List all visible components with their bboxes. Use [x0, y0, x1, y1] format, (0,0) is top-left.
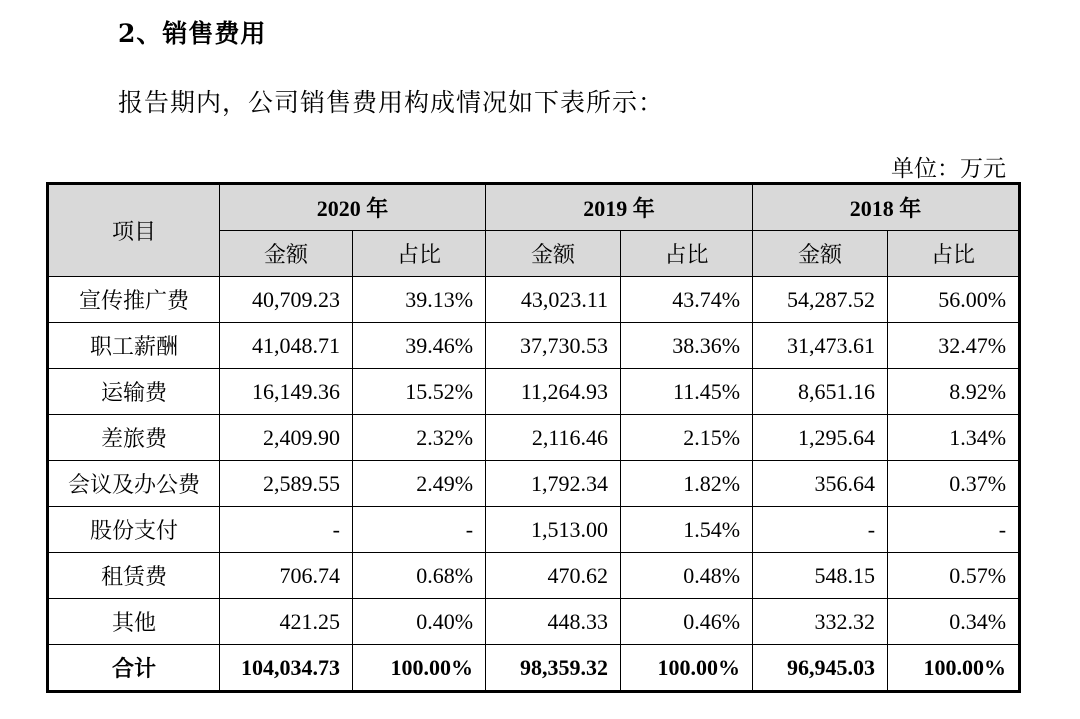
- amount-cell: 37,730.53: [486, 323, 621, 369]
- ratio-header: 占比: [353, 231, 486, 277]
- ratio-cell: 2.32%: [353, 415, 486, 461]
- amount-cell: 16,149.36: [220, 369, 353, 415]
- table-row: [48, 461, 1020, 507]
- amount-cell: 706.74: [220, 553, 353, 599]
- ratio-cell: 11.45%: [621, 369, 753, 415]
- ratio-cell: 0.68%: [353, 553, 486, 599]
- ratio-cell: 32.47%: [888, 323, 1020, 369]
- ratio-cell: 2.49%: [353, 461, 486, 507]
- table-row: [48, 599, 1020, 645]
- ratio-cell: 39.13%: [353, 277, 486, 323]
- amount-cell: 96,945.03: [753, 645, 888, 692]
- ratio-cell: 15.52%: [353, 369, 486, 415]
- amount-cell: 448.33: [486, 599, 621, 645]
- ratio-cell: 43.74%: [621, 277, 753, 323]
- ratio-cell: -: [353, 507, 486, 553]
- row-label: 股份支付: [48, 507, 220, 553]
- table-row: [48, 415, 1020, 461]
- total-row: [48, 645, 1020, 692]
- unit-label: 单位：万元: [891, 156, 1006, 182]
- table-row: [48, 369, 1020, 415]
- ratio-cell: 1.82%: [621, 461, 753, 507]
- row-label: 合计: [48, 645, 220, 692]
- ratio-header: 占比: [888, 231, 1020, 277]
- row-label: 会议及办公费: [48, 461, 220, 507]
- ratio-cell: 2.15%: [621, 415, 753, 461]
- amount-cell: 8,651.16: [753, 369, 888, 415]
- amount-header: 金额: [486, 231, 621, 277]
- amount-cell: 104,034.73: [220, 645, 353, 692]
- amount-cell: 41,048.71: [220, 323, 353, 369]
- ratio-cell: 8.92%: [888, 369, 1020, 415]
- amount-cell: 2,589.55: [220, 461, 353, 507]
- ratio-cell: 0.40%: [353, 599, 486, 645]
- ratio-cell: 38.36%: [621, 323, 753, 369]
- amount-cell: 2,409.90: [220, 415, 353, 461]
- amount-cell: 43,023.11: [486, 277, 621, 323]
- ratio-cell: 100.00%: [888, 645, 1020, 692]
- table-row: [48, 277, 1020, 323]
- amount-cell: 470.62: [486, 553, 621, 599]
- ratio-cell: 56.00%: [888, 277, 1020, 323]
- amount-cell: -: [220, 507, 353, 553]
- row-label: 运输费: [48, 369, 220, 415]
- ratio-cell: 100.00%: [353, 645, 486, 692]
- amount-cell: 421.25: [220, 599, 353, 645]
- row-label: 其他: [48, 599, 220, 645]
- table-row: [48, 323, 1020, 369]
- table-row: [48, 507, 1020, 553]
- amount-cell: 11,264.93: [486, 369, 621, 415]
- intro-paragraph: 报告期内，公司销售费用构成情况如下表所示：: [118, 88, 665, 117]
- row-label: 差旅费: [48, 415, 220, 461]
- ratio-cell: 0.46%: [621, 599, 753, 645]
- ratio-cell: 0.37%: [888, 461, 1020, 507]
- sales-expense-table: [46, 182, 1021, 693]
- item-header: 项目: [48, 184, 220, 277]
- row-label: 租赁费: [48, 553, 220, 599]
- ratio-cell: 1.34%: [888, 415, 1020, 461]
- ratio-cell: 39.46%: [353, 323, 486, 369]
- amount-cell: -: [753, 507, 888, 553]
- year-header-2019: 2019 年: [486, 184, 753, 231]
- ratio-cell: 1.54%: [621, 507, 753, 553]
- amount-cell: 98,359.32: [486, 645, 621, 692]
- amount-cell: 1,295.64: [753, 415, 888, 461]
- amount-cell: 1,513.00: [486, 507, 621, 553]
- ratio-cell: 0.34%: [888, 599, 1020, 645]
- year-header-2020: 2020 年: [220, 184, 486, 231]
- ratio-header: 占比: [621, 231, 753, 277]
- ratio-cell: 0.57%: [888, 553, 1020, 599]
- amount-header: 金额: [220, 231, 353, 277]
- ratio-cell: 0.48%: [621, 553, 753, 599]
- amount-header: 金额: [753, 231, 888, 277]
- amount-cell: 31,473.61: [753, 323, 888, 369]
- amount-cell: 54,287.52: [753, 277, 888, 323]
- year-header-2018: 2018 年: [753, 184, 1020, 231]
- amount-cell: 356.64: [753, 461, 888, 507]
- amount-cell: 2,116.46: [486, 415, 621, 461]
- amount-cell: 332.32: [753, 599, 888, 645]
- ratio-cell: -: [888, 507, 1020, 553]
- table-row: [48, 553, 1020, 599]
- amount-cell: 548.15: [753, 553, 888, 599]
- amount-cell: 1,792.34: [486, 461, 621, 507]
- amount-cell: 40,709.23: [220, 277, 353, 323]
- section-heading: 2、销售费用: [118, 19, 267, 48]
- row-label: 宣传推广费: [48, 277, 220, 323]
- ratio-cell: 100.00%: [621, 645, 753, 692]
- row-label: 职工薪酬: [48, 323, 220, 369]
